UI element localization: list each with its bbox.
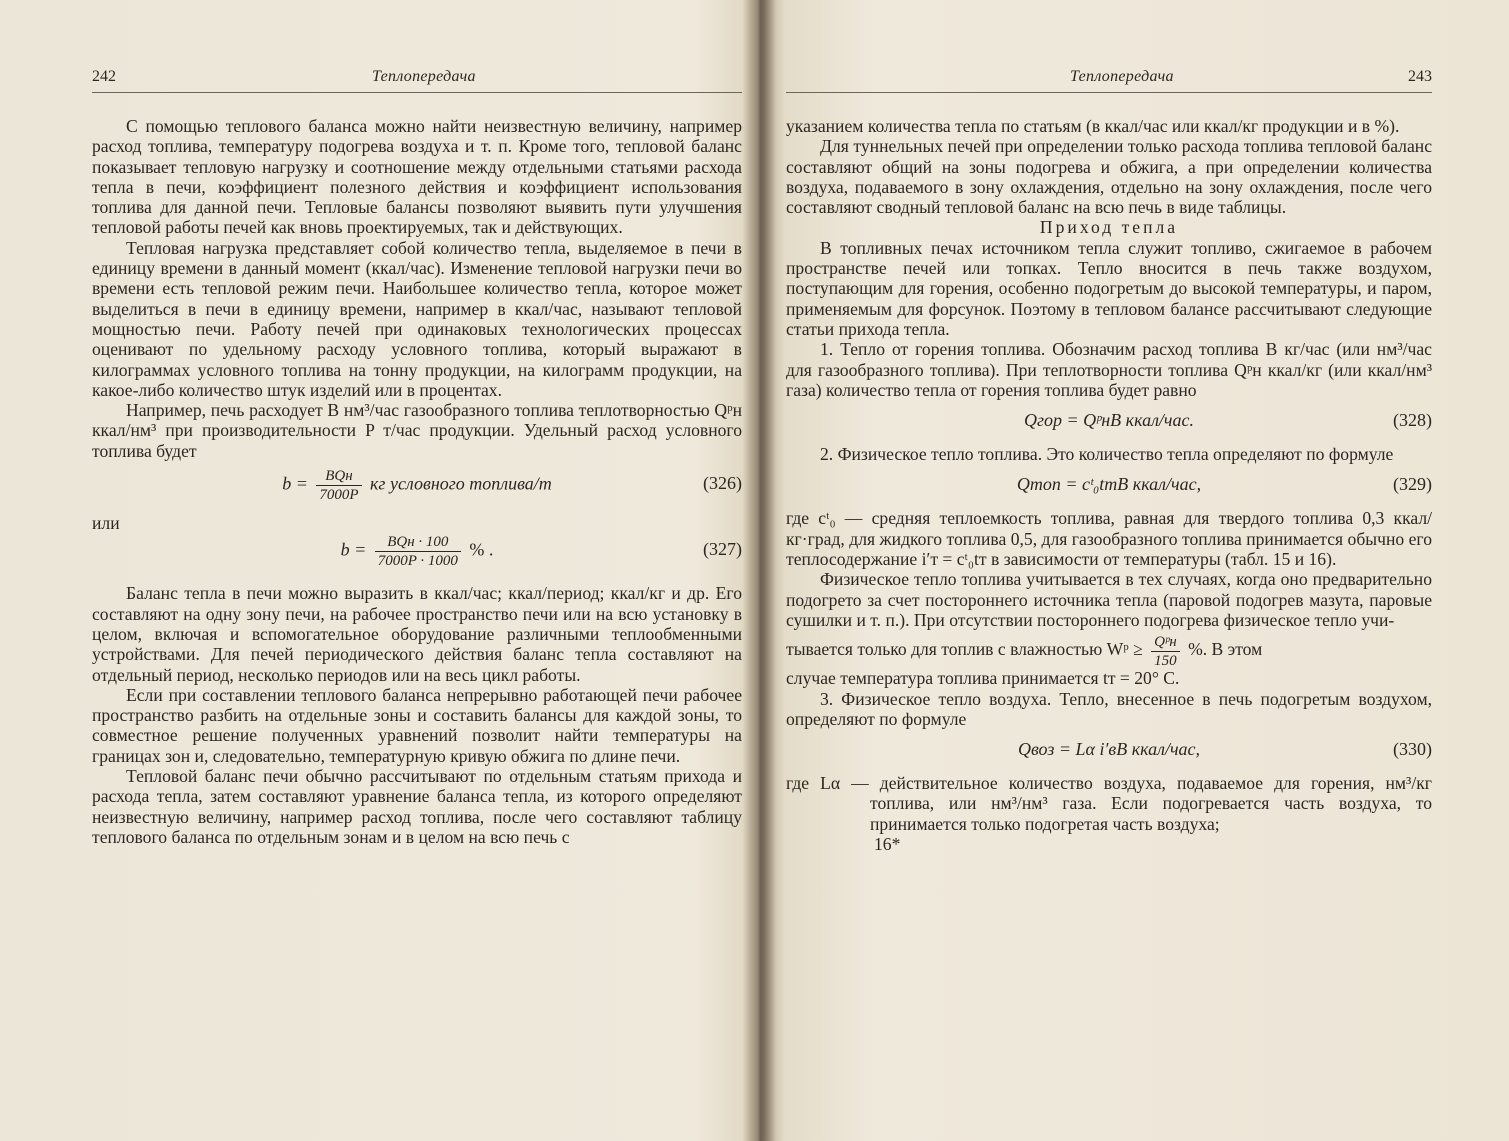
paragraph: указанием количества тепла по статьям (в ккал/час или ккал/кг продукции и в %). [786, 116, 1400, 136]
formula-text: Qгор = QᵖнB ккал/час. [1024, 410, 1194, 431]
definition: где Lα — действительное количество воздуха, подаваемое для горения, нм³/кг топлива, или нм³/нм³ газа. Если подогревается часть воздуха, то принимается только подогретая часть воздуха; [786, 773, 1432, 834]
formula-327 [92, 533, 742, 583]
equation-number: (330) [1393, 739, 1432, 760]
equation-number: (327) [703, 539, 742, 560]
paragraph: Физическое тепло топлива учитывается в тех случаях, когда оно предварительно подогрето за счет постороннего источника тепла (паровой подогрев мазута, паровые сушилки и т. п.). При отсутствии постороннего подогрева физическое тепло учи- [786, 569, 1432, 630]
definition: где cᵗ₀ — средняя теплоемкость топлива, равная для твердого топлива 0,3 ккал/кг·град, для жидкого топлива 0,5, для газообразного топлива принимается обычно его теплосодержание i′т = cᵗ₀tт в зависимости от температуры (табл. 15 и 16). [786, 508, 1432, 570]
paragraph: 1. Тепло от горения топлива. Обозначим расход топлива B кг/час (или нм³/час для газообразного топлива). При теплотворности топлива Qᵖн ккал/кг (или ккал/нм³ газа) количество тепла от горения топлива будет равно [786, 339, 1432, 400]
formula-lhs: b = [282, 473, 308, 494]
formula-text: Qвоз = Lα i′вB ккал/час, [1017, 739, 1201, 760]
right-running-head [786, 66, 1432, 90]
paragraph: 2. Физическое тепло топлива. Это количество тепла определяют по формуле [820, 444, 1394, 465]
paragraph: Тепловой баланс печи обычно рассчитывают по отдельным статьям прихода и расхода тепла, затем составляют уравнение баланса тепла, из которого определяют неизвестную величину, например расход топлива, после чего составляют таблицу теплового баланса по отдельным зонам и в целом на всю печь с [92, 766, 742, 847]
paragraph: Баланс тепла в печи можно выразить в ккал/час; ккал/период; ккал/кг и др. Его составляют на одну зону печи, на рабочее пространство печи или на всю установку в целом, включая и вспомогательное оборудование различными теплообменными устройствами. Для печей периодического действия баланс тепла составляют на отдельный период, несколько периодов или на весь цикл работы. [92, 583, 742, 685]
paragraph: Например, печь расходует B нм³/час газообразного топлива теплотворностью Qᵖн ккал/нм³ при производительности P т/час продукции. Удельный расход условного топлива будет [92, 400, 742, 461]
paragraph: В топливных печах источником тепла служит топливо, сжигаемое в рабочем пространстве печей или топках. Тепло вносится в печь также воздухом, поступающим для горения, особенно подогретым до высокой температуры, и паром, применяемым для форсунок. Поэтому в тепловом балансе рассчитывают следующие статьи прихода тепла. [786, 237, 1432, 339]
formula-329 [786, 464, 1432, 508]
left-header-rule [92, 92, 742, 93]
left-page [92, 0, 742, 1141]
fraction-denominator: 7000P [319, 487, 359, 504]
moisture-text-end: %. В этом [1188, 639, 1263, 660]
signature-mark: 16* [874, 834, 901, 855]
equation-number: (326) [703, 473, 742, 494]
formula-rhs: % . [469, 539, 494, 560]
paragraph: Для туннельных печей при определении только расхода топлива тепловой баланс составляют общий на зоны подогрева и обжига, а при определении количества воздуха, подаваемого в зону охлаждения, отдельно на зону охлаждения, после чего составляют сводный тепловой баланс на всю печь в виде таблицы. [786, 136, 1432, 218]
right-page [786, 0, 1432, 1141]
paragraph: 3. Физическое тепло воздуха. Тепло, внесенное в печь подогретым воздухом, определяют по формуле [786, 688, 1432, 729]
or-word: или [92, 513, 120, 534]
left-running-head [92, 66, 742, 90]
formula-lhs: b = [340, 539, 367, 560]
formula-330 [786, 729, 1432, 773]
fraction-denominator: 150 [1154, 652, 1177, 669]
paragraph: Если при составлении теплового баланса непрерывно работающей печи рабочее пространство разбить на отдельные зоны и составить балансы для каждой зоны, то совместное решение полученных уравнений позволит найти температуры на границах зон и, следовательно, температурную кривую обжига по длине печи. [92, 684, 742, 766]
formula-fraction [375, 533, 461, 570]
left-running-title: Теплопередача [372, 68, 476, 85]
moisture-text-start: тывается только для топлив с влажностью Wᵖ ≥ [786, 639, 1143, 660]
fraction-numerator: BQн [316, 467, 361, 486]
formula-328 [786, 400, 1432, 444]
equation-number: (329) [1393, 474, 1432, 495]
formula-text: Qтоп = cᵗ₀tтB ккал/час, [1016, 474, 1202, 495]
right-page-body [786, 116, 1432, 854]
formula-rhs: кг условного топлива/т [370, 473, 552, 494]
moisture-condition-line [786, 630, 1432, 668]
right-header-rule [786, 92, 1432, 93]
paragraph: случае температура топлива принимается tт = 20° С. [786, 668, 1180, 689]
left-page-body [92, 116, 742, 847]
left-page-number: 242 [92, 68, 116, 85]
book-gutter-shadow [742, 0, 776, 1141]
fraction-numerator: BQн · 100 [375, 533, 461, 552]
formula-326 [92, 461, 742, 513]
fraction-numerator: Qᵖн [1151, 633, 1180, 652]
section-heading: Приход тепла [1039, 217, 1179, 238]
right-page-number: 243 [1408, 68, 1432, 85]
paragraph: С помощью теплового баланса можно найти неизвестную величину, например расход топлива, температуру подогрева воздуха и т. п. Кроме того, тепловой баланс показывает тепловую нагрузку и соотношение между отдельными статьями расхода тепла в печи, коэффициент полезного действия и коэффициент использования топлива для данной печи. Тепловые балансы позволяют выявить пути улучшения тепловой работы печей как вновь проектируемых, так и действующих. [92, 116, 742, 238]
equation-number: (328) [1393, 410, 1432, 431]
moisture-fraction [1151, 633, 1180, 670]
right-running-title: Теплопередача [1070, 68, 1174, 85]
formula-fraction [316, 467, 361, 504]
fraction-denominator: 7000P · 1000 [377, 553, 458, 570]
paragraph: Тепловая нагрузка представляет собой количество тепла, выделяемое в печи в единицу времени в данный момент (ккал/час). Изменение тепловой нагрузки печи во времени есть тепловой режим печи. Наибольшее количество тепла, которое может выделиться в печи в единицу времени, например в ккал/час, называют тепловой мощностью печи. Работу печей при одинаковых технологических процессах оценивают по удельному расходу условного топлива, который выражают в килограммах условного топлива на тонну продукции, на килограмм продукции, на какое-либо количество штук изделий или в процентах. [92, 237, 742, 400]
